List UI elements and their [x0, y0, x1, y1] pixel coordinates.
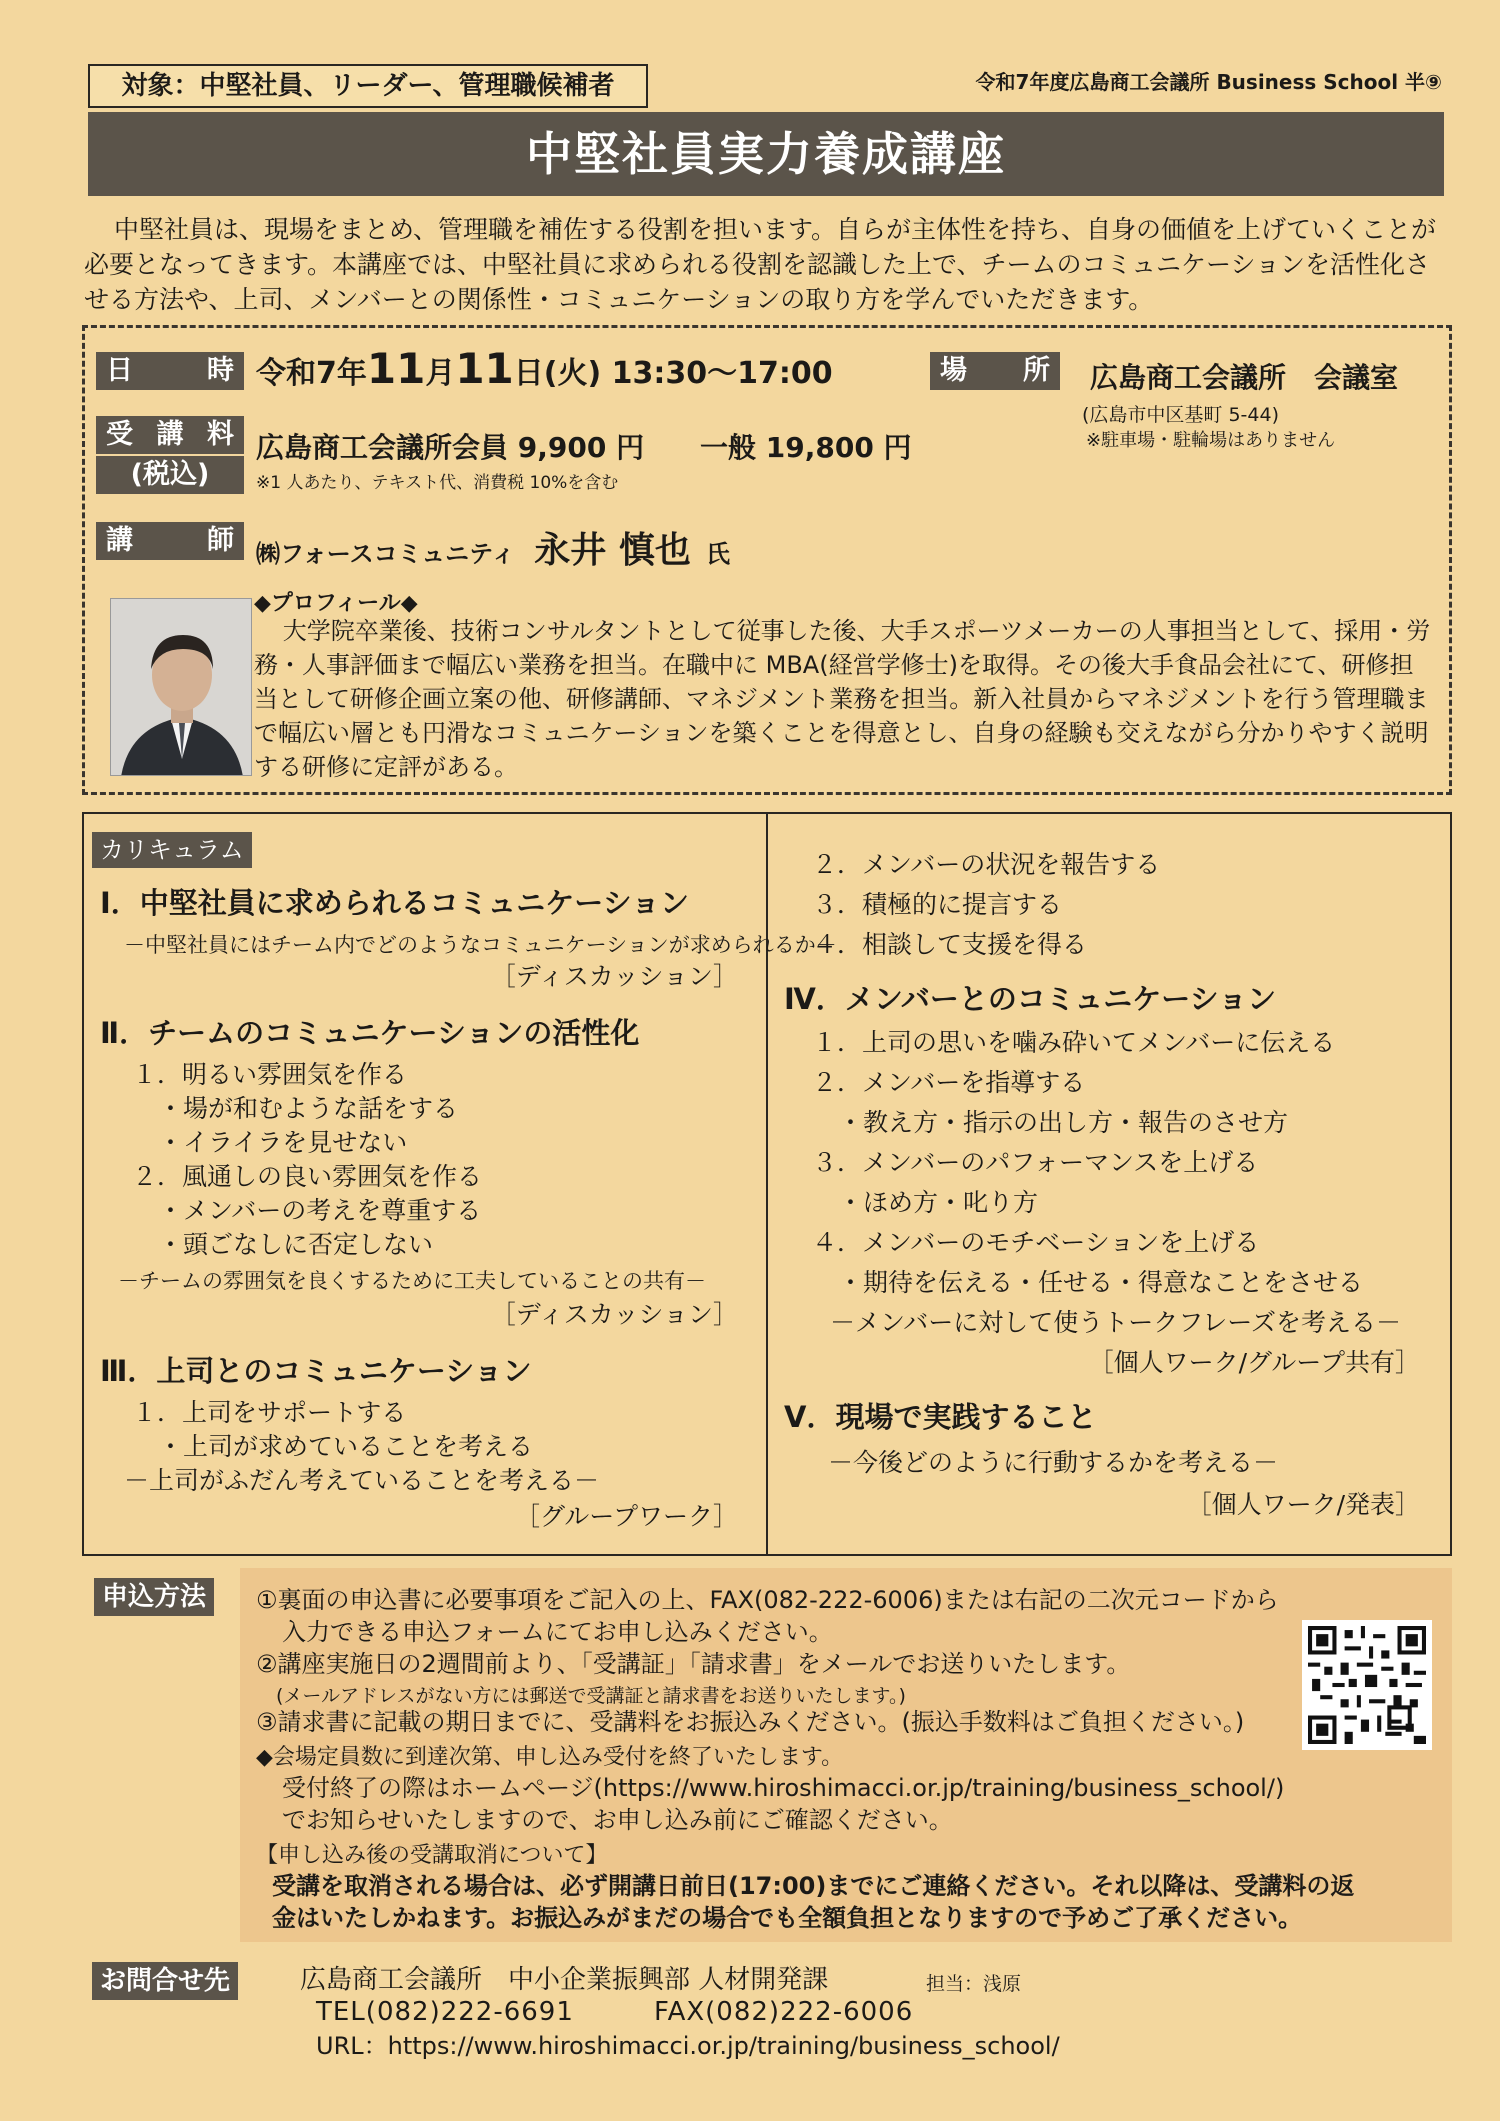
qr-code[interactable] — [1302, 1620, 1432, 1750]
section-2-item-2: ２．風通しの良い雰囲気を作る — [132, 1162, 483, 1191]
section-2-tag: ［ディスカッション］ — [490, 1300, 738, 1329]
page-title: 中堅社員実力養成講座 — [88, 112, 1444, 196]
curriculum-divider — [766, 812, 768, 1556]
contact-person: 担当：浅原 — [926, 1973, 1022, 1995]
place-name: 広島商工会議所 会議室 — [1090, 361, 1399, 394]
curriculum-label: カリキュラム — [92, 832, 252, 868]
section-3-item-4: ４．相談して支援を得る — [812, 930, 1088, 959]
section-4-item-3a: ・ほめ方・叱り方 — [838, 1188, 1039, 1217]
contact-fax: FAX(082)222-6006 — [654, 1997, 914, 2027]
section-5-title: Ⅴ．現場で実践すること — [784, 1400, 1097, 1434]
place-address: (広島市中区基町 5-44) — [1082, 404, 1279, 426]
section-2-item-1a: ・場が和むような話をする — [158, 1094, 459, 1123]
section-3-item-1: １．上司をサポートする — [132, 1398, 407, 1427]
section-3-item-1a: ・上司が求めていることを考える — [158, 1432, 534, 1461]
section-1-sub: －中堅社員にはチーム内でどのようなコミュニケーションが求められるか－ — [124, 933, 837, 957]
contact-tel: TEL(082)222-6691 — [316, 1997, 574, 2027]
intro-text: 中堅社員は、現場をまとめ、管理職を補佐する役割を担います。自らが主体性を持ち、自身の価値を上げていくことが必要となってきます。本講座では、中堅社員に求められる役割を認識した上で、チームのコミュニケーションを活性化させる方法や、上司、メンバーとの関係性・コミュニケーションの取り方を学んでいただきます。 — [84, 215, 1437, 314]
section-4-item-2a: ・教え方・指示の出し方・報告のさせ方 — [838, 1108, 1289, 1137]
fee-label-sub: (税込) — [96, 456, 244, 494]
section-2-item-2b: ・頭ごなしに否定しない — [158, 1230, 434, 1259]
section-1-tag: ［ディスカッション］ — [490, 962, 738, 991]
section-2-sub: －チームの雰囲気を良くするために工夫していることの共有－ — [118, 1269, 706, 1293]
section-2-item-1: １．明るい雰囲気を作る — [132, 1060, 408, 1089]
application-line-8: でお知らせいたしますので、お申し込み前にご確認ください。 — [282, 1806, 953, 1834]
application-line-1: ①裏面の申込書に必要事項をご記入の上、FAX(082-222-6006)または右記の二次元コードから — [256, 1586, 1279, 1614]
application-line-2: 入力できる申込フォームにてお申し込みください。 — [282, 1618, 833, 1646]
application-line-6: ◆会場定員数に到達次第、申し込み受付を終了いたします。 — [256, 1745, 844, 1770]
section-4-sub: －メンバーに対して使うトークフレーズを考える－ — [830, 1308, 1402, 1337]
section-2-title: Ⅱ．チームのコミュニケーションの活性化 — [100, 1016, 640, 1050]
section-5-tag: ［個人ワーク/発表］ — [1186, 1490, 1420, 1519]
date-month: 11 — [366, 344, 426, 393]
lecturer-suffix: 氏 — [705, 540, 730, 568]
section-2-item-1b: ・イライラを見せない — [158, 1128, 408, 1157]
section-4-item-4: ４．メンバーのモチベーションを上げる — [812, 1228, 1260, 1257]
application-label: 申込方法 — [94, 1578, 214, 1616]
lecturer-portrait-icon — [111, 599, 252, 776]
section-3-title: Ⅲ．上司とのコミュニケーション — [100, 1354, 532, 1388]
fee-general: 一般 19,800 円 — [700, 431, 912, 464]
section-1-title: Ⅰ．中堅社員に求められるコミュニケーション — [100, 886, 690, 920]
section-3-item-2: ２．メンバーの状況を報告する — [812, 850, 1161, 879]
application-line-7: 受付終了の際はホームページ(https://www.hiroshimacci.or.jp/training/business_school/) — [282, 1774, 1285, 1802]
lecturer-photo — [110, 598, 252, 776]
target-audience: 対象：中堅社員、リーダー、管理職候補者 — [88, 64, 648, 108]
section-4-item-2: ２．メンバーを指導する — [812, 1068, 1086, 1097]
place-note: ※駐車場・駐輪場はありません — [1086, 430, 1336, 451]
lecturer-line — [256, 522, 730, 573]
section-4-tag: ［個人ワーク/グループ共有］ — [1088, 1348, 1420, 1377]
contact-url-link[interactable]: URL：https://www.hiroshimacci.or.jp/training/business_school/ — [316, 2032, 1060, 2060]
application-line-10: 受講を取消される場合は、必ず開講日前日(17:00)までにご連絡ください。それ以降は、受講料の返 — [272, 1872, 1355, 1900]
series-label: 令和7年度広島商工会議所 Business School 半⑨ — [975, 70, 1442, 94]
fee-label: 受講料 — [96, 416, 244, 454]
date-rest: 日(火) 13:30〜17:00 — [513, 356, 833, 391]
lecturer-label: 講 師 — [96, 522, 244, 560]
section-4-item-3: ３．メンバーのパフォーマンスを上げる — [812, 1148, 1259, 1177]
qr-code-icon[interactable] — [1308, 1626, 1426, 1744]
date-prefix: 令和7年 — [256, 356, 367, 391]
section-4-title: Ⅳ．メンバーとのコミュニケーション — [784, 982, 1277, 1016]
application-line-9: 【申し込み後の受講取消について】 — [256, 1843, 608, 1868]
contact-label: お問合せ先 — [92, 1962, 238, 2000]
application-line-4: (メールアドレスがない方には郵送で受講証と請求書をお送りいたします。) — [276, 1685, 906, 1707]
section-3-tag: ［グループワーク］ — [514, 1502, 738, 1531]
fee-note: ※1 人あたり、テキスト代、消費税 10%を含む — [256, 473, 619, 493]
section-5-sub: －今後どのように行動するかを考える－ — [828, 1448, 1279, 1477]
date-value — [256, 344, 833, 393]
application-line-3: ②講座実施日の2週間前より、「受講証」「請求書」をメールでお送りいたします。 — [256, 1650, 1131, 1678]
fee-member: 広島商工会議所会員 9,900 円 — [256, 431, 645, 464]
section-2-item-2a: ・メンバーの考えを尊重する — [158, 1196, 482, 1225]
date-month-unit: 月 — [425, 356, 456, 391]
section-4-item-4a: ・期待を伝える・任せる・得意なことをさせる — [838, 1268, 1364, 1297]
lecturer-name: 永井 慎也 — [534, 530, 691, 571]
contact-org: 広島商工会議所 中小企業振興部 人材開発課 — [300, 1965, 829, 1995]
application-line-5: ③請求書に記載の期日までに、受講料をお振込みください。(振込手数料はご負担ください。) — [256, 1708, 1245, 1736]
section-3-item-3: ３．積極的に提言する — [812, 890, 1063, 919]
application-line-11: 金はいたしかねます。お振込みがまだの場合でも全額負担となりますので予めご了承ください。 — [272, 1904, 1303, 1932]
profile-text: 大学院卒業後、技術コンサルタントとして従事した後、大手スポーツメーカーの人事担当として、採用・労務・人事評価まで幅広い業務を担当。在職中に MBA(経営学修士)を取得。その後大手食品会社にて、研修担当として研修企画立案の他、研修講師、マネジメント業務を担当。新入社員からマネジメントを行う管理職まで幅広い層とも円滑なコミュニケーションを築くことを得意とし、自身の経験も交えながら分かりやすく説明する研修に定評がある。 — [254, 617, 1431, 781]
lecturer-company: ㈱フォースコミュニティ — [256, 540, 516, 568]
date-day: 11 — [455, 344, 514, 393]
place-label: 場 所 — [930, 352, 1060, 390]
profile-heading: ◆プロフィール◆ — [254, 591, 418, 616]
date-label: 日 時 — [96, 352, 244, 390]
section-4-item-1: １．上司の思いを噛み砕いてメンバーに伝える — [812, 1028, 1336, 1057]
section-3-sub: －上司がふだん考えていることを考える－ — [124, 1466, 600, 1495]
